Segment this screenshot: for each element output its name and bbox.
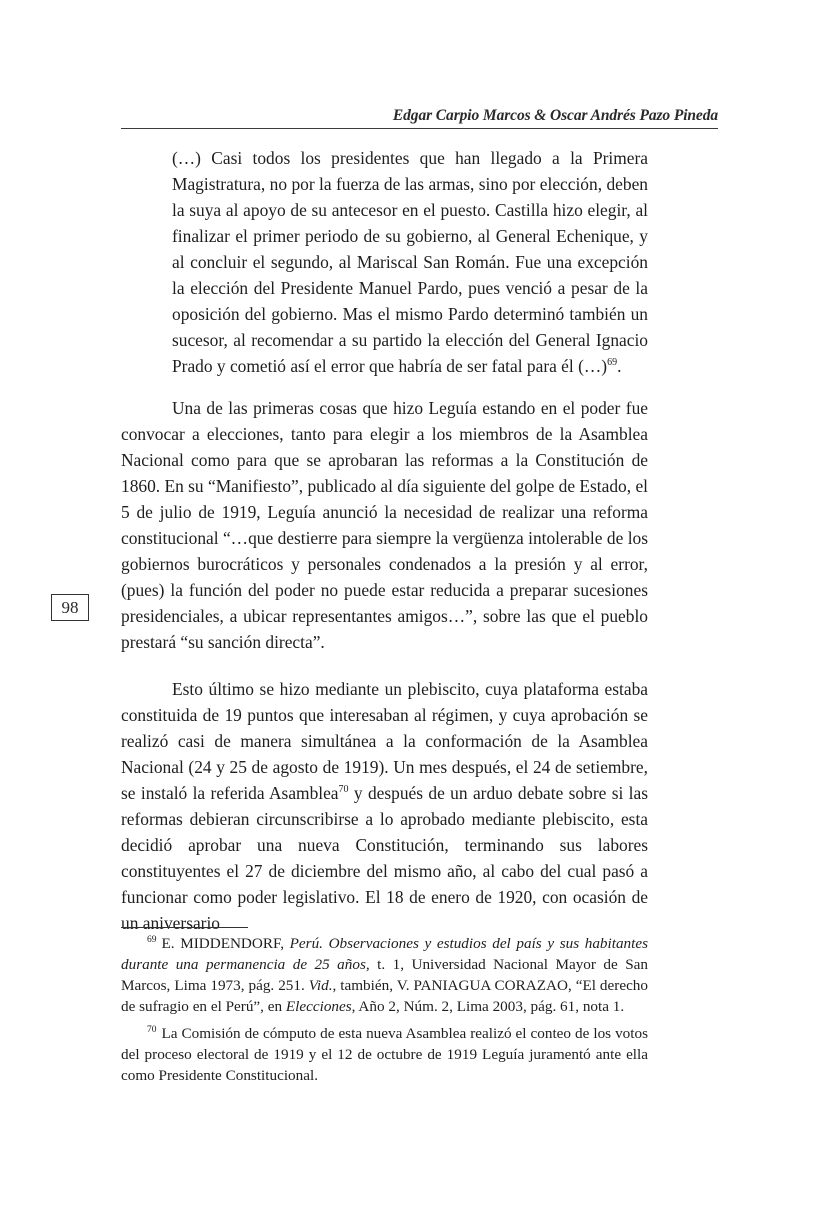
- footnote-separator: [121, 927, 248, 928]
- page-number: 98: [51, 594, 89, 621]
- block-quote: [172, 145, 648, 379]
- footnote-author: E. MIDDENDORF,: [161, 935, 290, 952]
- quote-end: .: [617, 356, 622, 376]
- footnote-book-title: Perú. Observaciones y estudios del país y sus habitantes durante una permanencia de 25 años,: [121, 935, 648, 973]
- footnote-text: , también, V. PANIAGUA CORAZAO, “El derecho de sufragio en el Perú”, en: [121, 977, 648, 1015]
- footnote-vid: Vid.: [308, 977, 333, 994]
- paragraph-text-after-ref: y después de un arduo debate sobre si las reformas debieran circunscribirse a lo aprobado mediante plebiscito, esta decidió aprobar una nueva Constitución, terminando sus labores constituyentes el 27 de diciembre del mismo año, al cabo del cual pasó a funcionar como poder legislativo. El 18 de enero de 1920, con ocasión de un aniversario: [121, 783, 648, 933]
- footnote-text: La Comisión de cómputo de esta nueva Asamblea realizó el conteo de los votos del proceso electoral de 1919 y el 12 de octubre de 1919 Leguía juramentó ante ella como Presidente Constitucional.: [121, 1025, 648, 1084]
- footnote-number: 69: [147, 935, 157, 945]
- footnote-text: , Año 2, Núm. 2, Lima 2003, pág. 61, nota 1.: [351, 998, 625, 1015]
- footnote-70: [121, 1023, 648, 1086]
- body-paragraph-1: [121, 395, 648, 655]
- header-rule: [121, 128, 718, 129]
- footnotes: [121, 933, 648, 1092]
- footnote-journal-title: Elecciones: [285, 998, 352, 1015]
- running-header: Edgar Carpio Marcos & Oscar Andrés Pazo Pineda: [392, 107, 718, 124]
- body-paragraph-2: [121, 676, 648, 936]
- paragraph-text: Una de las primeras cosas que hizo Leguía estando en el poder fue convocar a elecciones, tanto para elegir a los miembros de la Asamblea Nacional como para que se aprobaran las reformas a la Constitución de 1860. En su “Manifiesto”, publicado al día siguiente del golpe de Estado, el 5 de julio de 1919, Leguía anunció la necesidad de realizar una reforma constitucional “…que destierre para siempre la vergüenza intolerable de los gobiernos burocráticos y personales condenados a la presión y al error, (pues) la función del poder no puede estar reducida a preparar sucesiones presidenciales, a ubicar representantes amigos…”, sobre las que el pueblo prestará “su sanción directa”.: [121, 398, 648, 652]
- footnote-69: [121, 933, 648, 1017]
- footnote-text: t. 1, Universidad Nacional Mayor de San Marcos, Lima 1973, pág. 251.: [121, 956, 649, 994]
- footnote-ref-69[interactable]: 69: [607, 357, 618, 368]
- footnote-ref-70[interactable]: 70: [338, 784, 349, 795]
- footnote-number: 70: [147, 1025, 157, 1035]
- quote-text: (…) Casi todos los presidentes que han llegado a la Primera Magistratura, no por la fuerza de las armas, sino por elección, deben la suya al apoyo de su antecesor en el puesto. Castilla hizo elegir, al finalizar el primer periodo de su gobierno, al General Echenique, y al concluir el segundo, al Mariscal San Román. Fue una excepción la elección del Presidente Manuel Pardo, pues venció a pesar de la oposición del gobierno. Mas el mismo Pardo determinó también un sucesor, al recomendar a su partido la elección del General Ignacio Prado y cometió así el error que habría de ser fatal para él (…): [172, 148, 648, 376]
- paragraph-text: [121, 676, 648, 936]
- paragraph-text-before-ref: Esto último se hizo mediante un plebiscito, cuya plataforma estaba constituida de 19 puntos que interesaban al régimen, y cuya aprobación se realizó casi de manera simultánea a la conformación de la Asamblea Nacional (24 y 25 de agosto de 1919). Un mes después, el 24 de setiembre, se instaló la referida Asamblea: [121, 679, 648, 803]
